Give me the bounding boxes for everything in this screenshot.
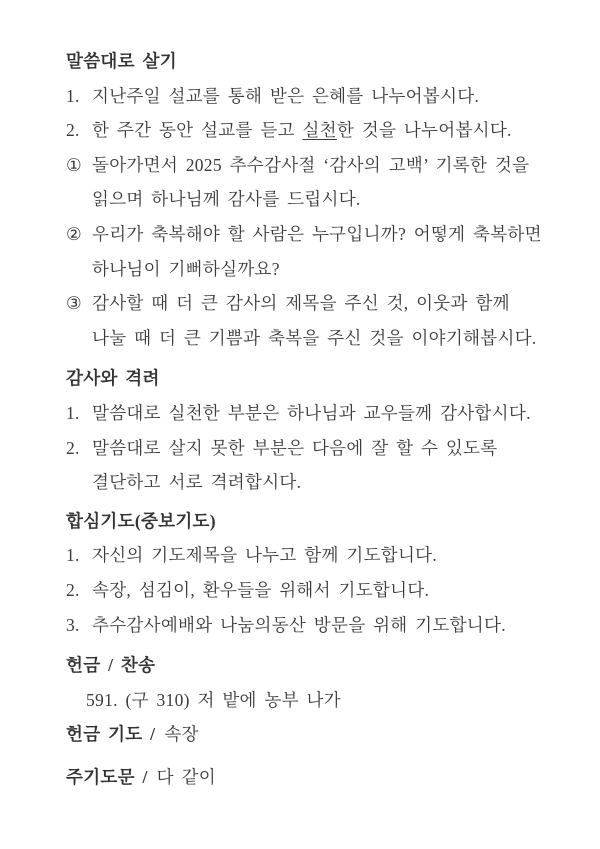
- item-text: 말씀대로 살지 못한 부분은 다음에 잘 할 수 있도록: [92, 437, 498, 458]
- offering-prayer-value: 속장: [164, 724, 199, 745]
- item-text: 지난주일 설교를 통해 받은 은혜를 나누어봅시다.: [92, 85, 480, 106]
- item-marker: 1.: [66, 402, 80, 423]
- section-heading-thanks-and-encouragement: 감사와 격려: [66, 368, 160, 389]
- numbered-item: [66, 113, 562, 148]
- item-marker: 2.: [66, 120, 80, 141]
- item-marker: ②: [66, 223, 82, 244]
- offering-prayer-line: [66, 717, 562, 752]
- item-marker: 1.: [66, 545, 80, 566]
- lords-prayer-line: [66, 760, 562, 795]
- item-wrap-text: 나눌 때 더 큰 기쁨과 축복을 주신 것을 이야기해봅시다.: [92, 327, 537, 348]
- item-text: [92, 113, 512, 148]
- numbered-item: [66, 608, 562, 643]
- item-marker: ①: [66, 154, 82, 175]
- numbered-item: [66, 396, 562, 431]
- item-text: 돌아가면서 2025 추수감사절 ‘감사의 고백’ 기록한 것을: [92, 154, 530, 175]
- numbered-item: [66, 573, 562, 608]
- item-wrap-text: 읽으며 하나님께 감사를 드립시다.: [92, 189, 361, 210]
- item-marker: 2.: [66, 437, 80, 458]
- offering-prayer-label: 헌금 기도 /: [66, 724, 156, 745]
- underlined-text: 실천: [302, 120, 337, 141]
- item-text: 말씀대로 실천한 부분은 하나님과 교우들께 감사합시다.: [92, 402, 531, 423]
- section-heading-living-by-the-word: 말씀대로 살기: [66, 51, 177, 71]
- item-marker: ③: [66, 293, 82, 314]
- section-heading-offering-hymn: 헌금 / 찬송: [66, 655, 156, 676]
- item-wrap-text: 하나님이 기뻐하실까요?: [92, 258, 280, 279]
- hymn-line: [66, 683, 562, 718]
- circled-item: [66, 217, 562, 252]
- item-text: 감사할 때 더 큰 감사의 제목을 주신 것, 이웃과 함께: [92, 293, 510, 314]
- item-text: 우리가 축복해야 할 사람은 누구입니까? 어떻게 축복하면: [92, 223, 542, 244]
- hymn-text: 591. (구 310) 저 밭에 농부 나가: [86, 689, 341, 710]
- numbered-item: [66, 538, 562, 573]
- item-text: 추수감사예배와 나눔의동산 방문을 위해 기도합니다.: [92, 614, 506, 635]
- item-wrap-line: [66, 465, 562, 500]
- item-text: 속장, 섬김이, 환우들을 위해서 기도합니다.: [92, 579, 430, 600]
- item-text-post: 한 것을 나누어봅시다.: [336, 120, 512, 141]
- circled-item: [66, 286, 562, 321]
- section-heading-united-prayer: 합심기도(중보기도): [66, 510, 216, 531]
- item-text-pre: 한 주간 동안 설교를 듣고: [92, 120, 303, 141]
- item-marker: 3.: [66, 614, 80, 635]
- lords-prayer-value: 다 같이: [156, 766, 216, 787]
- item-wrap-line: [66, 252, 562, 287]
- item-marker: 2.: [66, 579, 80, 600]
- item-wrap-text: 결단하고 서로 격려합시다.: [92, 472, 302, 493]
- lords-prayer-label: 주기도문 /: [66, 766, 148, 787]
- item-wrap-line: [66, 321, 562, 356]
- item-marker: 1.: [66, 85, 80, 106]
- circled-item: [66, 148, 562, 183]
- numbered-item: [66, 79, 562, 114]
- item-wrap-line: [66, 182, 562, 217]
- item-text: 자신의 기도제목을 나누고 함께 기도합니다.: [92, 545, 438, 566]
- numbered-item: [66, 431, 562, 466]
